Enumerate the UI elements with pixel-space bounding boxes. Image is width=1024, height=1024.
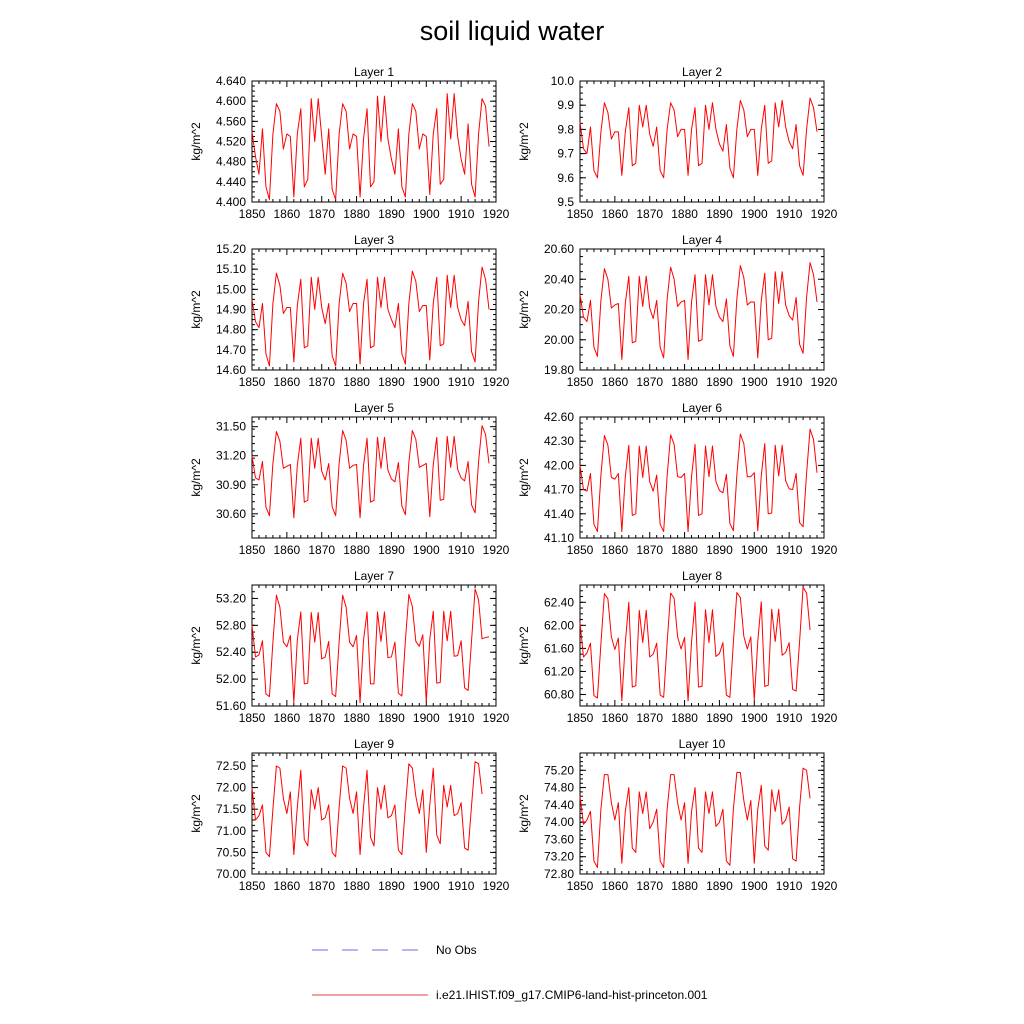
layer-1-plot-frame bbox=[252, 81, 496, 202]
layer-8-panel bbox=[517, 569, 838, 725]
layer-9-xtick-label: 1880 bbox=[343, 879, 370, 893]
layer-9-ytick-label: 72.50 bbox=[215, 758, 246, 773]
layer-9-plot-frame bbox=[252, 753, 496, 874]
layer-3-xtick-label: 1920 bbox=[482, 375, 510, 389]
layer-3-title: Layer 3 bbox=[353, 233, 395, 247]
layer-1-xtick-label: 1920 bbox=[482, 207, 510, 221]
layer-2-ylabel: kg/m^2 bbox=[517, 122, 531, 161]
layer-8-ylabel: kg/m^2 bbox=[517, 626, 531, 665]
layer-4-panel bbox=[517, 233, 838, 389]
layer-2-xtick-label: 1900 bbox=[740, 207, 768, 221]
layer-1-ytick-label: 4.600 bbox=[215, 94, 246, 109]
layer-3-xtick-label: 1860 bbox=[273, 375, 301, 389]
layer-1-xtick-label: 1900 bbox=[412, 207, 440, 221]
layer-3-ytick-label: 14.70 bbox=[215, 342, 246, 357]
layer-6-ytick-label: 42.00 bbox=[543, 458, 574, 473]
layer-10-ytick-label: 75.20 bbox=[543, 763, 574, 778]
layer-10-series-line bbox=[580, 768, 810, 867]
layer-10-xtick-label: 1880 bbox=[671, 879, 698, 893]
layer-7-ytick-label: 51.60 bbox=[215, 699, 246, 713]
layer-9-xtick-label: 1910 bbox=[447, 879, 475, 893]
layer-5-ytick-label: 30.60 bbox=[215, 506, 246, 521]
layer-6-xtick-label: 1890 bbox=[706, 543, 733, 557]
layer-1-series-line bbox=[252, 94, 489, 200]
legend-label-model: i.e21.IHIST.f09_g17.CMIP6-land-hist-princeton.001 bbox=[436, 988, 708, 1002]
layer-6-ytick-label: 41.10 bbox=[543, 531, 574, 545]
layer-4-ytick-label: 20.60 bbox=[543, 242, 574, 256]
panels-grid bbox=[189, 65, 838, 893]
layer-8-ytick-label: 62.00 bbox=[543, 618, 574, 633]
layer-10-xtick-label: 1910 bbox=[775, 879, 803, 893]
layer-3-xtick-label: 1850 bbox=[238, 375, 266, 389]
layer-5-xtick-label: 1910 bbox=[447, 543, 475, 557]
layer-2-xtick-label: 1870 bbox=[636, 207, 664, 221]
layer-4-xtick-label: 1860 bbox=[601, 375, 629, 389]
layer-9-xtick-label: 1890 bbox=[378, 879, 405, 893]
layer-10-xtick-label: 1890 bbox=[706, 879, 733, 893]
layer-1-panel bbox=[189, 65, 510, 221]
layer-5-panel bbox=[189, 401, 510, 557]
layer-5-xtick-label: 1900 bbox=[412, 543, 440, 557]
layer-6-panel bbox=[517, 401, 838, 557]
layer-9-xtick-label: 1870 bbox=[308, 879, 336, 893]
layer-6-xtick-label: 1910 bbox=[775, 543, 803, 557]
layer-6-ytick-label: 41.40 bbox=[543, 506, 574, 521]
layer-5-xtick-label: 1870 bbox=[308, 543, 336, 557]
layer-2-ytick-label: 10.0 bbox=[550, 74, 574, 88]
layer-8-ytick-label: 60.80 bbox=[543, 687, 574, 702]
layer-2-plot-frame bbox=[580, 81, 824, 202]
layer-4-xtick-label: 1890 bbox=[706, 375, 733, 389]
layer-1-ytick-label: 4.640 bbox=[215, 74, 246, 88]
layer-3-ytick-label: 14.80 bbox=[215, 322, 246, 337]
layer-9-xtick-label: 1850 bbox=[238, 879, 266, 893]
layer-7-xtick-label: 1860 bbox=[273, 711, 301, 725]
layer-9-ytick-label: 72.00 bbox=[215, 780, 246, 795]
layer-3-xtick-label: 1880 bbox=[343, 375, 370, 389]
layer-4-title: Layer 4 bbox=[681, 233, 723, 247]
layer-5-xtick-label: 1850 bbox=[238, 543, 266, 557]
layer-4-xtick-label: 1920 bbox=[810, 375, 838, 389]
layer-9-title: Layer 9 bbox=[353, 737, 395, 751]
legend-label-no-obs: No Obs bbox=[436, 943, 477, 957]
layer-6-xtick-label: 1860 bbox=[601, 543, 629, 557]
layer-8-xtick-label: 1920 bbox=[810, 711, 838, 725]
layer-1-ytick-label: 4.440 bbox=[215, 174, 246, 189]
layer-7-title: Layer 7 bbox=[353, 569, 395, 583]
layer-8-plot-frame bbox=[580, 585, 824, 706]
layer-1-title: Layer 1 bbox=[353, 65, 395, 79]
layer-8-series-line bbox=[580, 587, 810, 701]
layer-6-series-line bbox=[580, 429, 817, 531]
layer-4-series-line bbox=[580, 263, 817, 360]
layer-4-xtick-label: 1850 bbox=[566, 375, 594, 389]
layer-10-title: Layer 10 bbox=[678, 737, 726, 751]
layer-8-ytick-label: 61.20 bbox=[543, 664, 574, 679]
layer-7-xtick-label: 1850 bbox=[238, 711, 266, 725]
layer-5-xtick-label: 1880 bbox=[343, 543, 370, 557]
layer-3-ytick-label: 15.20 bbox=[215, 242, 246, 256]
layer-10-ytick-label: 74.40 bbox=[543, 797, 574, 812]
layer-4-ytick-label: 19.80 bbox=[543, 363, 574, 377]
layer-3-xtick-label: 1890 bbox=[378, 375, 405, 389]
layer-6-ylabel: kg/m^2 bbox=[517, 458, 531, 497]
layer-6-xtick-label: 1870 bbox=[636, 543, 664, 557]
layer-8-xtick-label: 1850 bbox=[566, 711, 594, 725]
layer-10-ytick-label: 73.20 bbox=[543, 849, 574, 864]
layer-3-plot-frame bbox=[252, 249, 496, 370]
layer-9-ylabel: kg/m^2 bbox=[189, 794, 203, 833]
layer-6-xtick-label: 1850 bbox=[566, 543, 594, 557]
layer-6-title: Layer 6 bbox=[681, 401, 723, 415]
layer-10-ytick-label: 73.60 bbox=[543, 832, 574, 847]
layer-2-xtick-label: 1860 bbox=[601, 207, 629, 221]
layer-5-title: Layer 5 bbox=[353, 401, 395, 415]
layer-2-ytick-label: 9.9 bbox=[557, 98, 574, 113]
layer-3-xtick-label: 1900 bbox=[412, 375, 440, 389]
layer-1-xtick-label: 1850 bbox=[238, 207, 266, 221]
layer-8-xtick-label: 1900 bbox=[740, 711, 768, 725]
layer-5-ytick-label: 31.50 bbox=[215, 419, 246, 434]
layer-7-plot-frame bbox=[252, 585, 496, 706]
layer-1-ytick-label: 4.400 bbox=[215, 195, 246, 209]
layer-9-ytick-label: 70.00 bbox=[215, 867, 246, 881]
layer-2-xtick-label: 1920 bbox=[810, 207, 838, 221]
layer-9-ytick-label: 70.50 bbox=[215, 845, 246, 860]
layer-1-ytick-label: 4.560 bbox=[215, 114, 246, 129]
layer-7-ytick-label: 53.20 bbox=[215, 591, 246, 606]
layer-2-ytick-label: 9.7 bbox=[557, 146, 574, 161]
layer-10-ylabel: kg/m^2 bbox=[517, 794, 531, 833]
layer-3-xtick-label: 1870 bbox=[308, 375, 336, 389]
layer-4-xtick-label: 1910 bbox=[775, 375, 803, 389]
layer-3-ylabel: kg/m^2 bbox=[189, 290, 203, 329]
layer-8-ytick-label: 61.60 bbox=[543, 641, 574, 656]
layer-5-ytick-label: 30.90 bbox=[215, 477, 246, 492]
layer-7-ytick-label: 52.00 bbox=[215, 672, 246, 687]
layer-2-ytick-label: 9.5 bbox=[557, 195, 574, 209]
layer-6-ytick-label: 42.30 bbox=[543, 434, 574, 449]
layer-9-ytick-label: 71.50 bbox=[215, 802, 246, 817]
layer-1-xtick-label: 1890 bbox=[378, 207, 405, 221]
layer-7-xtick-label: 1920 bbox=[482, 711, 510, 725]
layer-6-xtick-label: 1880 bbox=[671, 543, 698, 557]
layer-7-ylabel: kg/m^2 bbox=[189, 626, 203, 665]
layer-4-xtick-label: 1880 bbox=[671, 375, 698, 389]
layer-1-xtick-label: 1880 bbox=[343, 207, 370, 221]
layer-3-ytick-label: 14.90 bbox=[215, 302, 246, 317]
layer-1-ytick-label: 4.480 bbox=[215, 154, 246, 169]
layer-4-ytick-label: 20.40 bbox=[543, 272, 574, 287]
layer-2-ytick-label: 9.6 bbox=[557, 170, 574, 185]
layer-10-panel bbox=[517, 737, 838, 893]
layer-1-xtick-label: 1860 bbox=[273, 207, 301, 221]
layer-2-series-line bbox=[580, 98, 817, 178]
layer-7-xtick-label: 1900 bbox=[412, 711, 440, 725]
layer-9-panel bbox=[189, 737, 510, 893]
layer-3-ytick-label: 14.60 bbox=[215, 363, 246, 377]
layer-7-ytick-label: 52.80 bbox=[215, 618, 246, 633]
layer-5-plot-frame bbox=[252, 417, 496, 538]
layer-10-ytick-label: 74.00 bbox=[543, 815, 574, 830]
layer-5-ylabel: kg/m^2 bbox=[189, 458, 203, 497]
layer-4-ytick-label: 20.00 bbox=[543, 332, 574, 347]
layer-1-xtick-label: 1870 bbox=[308, 207, 336, 221]
layer-10-xtick-label: 1900 bbox=[740, 879, 768, 893]
layer-6-plot-frame bbox=[580, 417, 824, 538]
layer-6-ytick-label: 41.70 bbox=[543, 482, 574, 497]
legend bbox=[312, 943, 708, 1002]
layer-10-xtick-label: 1850 bbox=[566, 879, 594, 893]
layer-4-ytick-label: 20.20 bbox=[543, 302, 574, 317]
layer-2-xtick-label: 1850 bbox=[566, 207, 594, 221]
layer-7-xtick-label: 1910 bbox=[447, 711, 475, 725]
layer-9-ytick-label: 71.00 bbox=[215, 823, 246, 838]
layer-2-xtick-label: 1880 bbox=[671, 207, 698, 221]
layer-10-xtick-label: 1870 bbox=[636, 879, 664, 893]
layer-2-xtick-label: 1890 bbox=[706, 207, 733, 221]
layer-8-title: Layer 8 bbox=[681, 569, 723, 583]
layer-5-xtick-label: 1860 bbox=[273, 543, 301, 557]
layer-7-xtick-label: 1880 bbox=[343, 711, 370, 725]
layer-7-xtick-label: 1870 bbox=[308, 711, 336, 725]
layer-7-series-line bbox=[252, 589, 489, 703]
layer-10-ytick-label: 74.80 bbox=[543, 780, 574, 795]
layer-8-ytick-label: 62.40 bbox=[543, 595, 574, 610]
layer-2-xtick-label: 1910 bbox=[775, 207, 803, 221]
layer-8-xtick-label: 1860 bbox=[601, 711, 629, 725]
layer-6-xtick-label: 1900 bbox=[740, 543, 768, 557]
layer-3-ytick-label: 15.10 bbox=[215, 262, 246, 277]
layer-6-xtick-label: 1920 bbox=[810, 543, 838, 557]
layer-3-panel bbox=[189, 233, 510, 389]
layer-3-ytick-label: 15.00 bbox=[215, 282, 246, 297]
layer-7-ytick-label: 52.40 bbox=[215, 645, 246, 660]
layer-8-xtick-label: 1870 bbox=[636, 711, 664, 725]
layer-4-ylabel: kg/m^2 bbox=[517, 290, 531, 329]
layer-4-xtick-label: 1870 bbox=[636, 375, 664, 389]
layer-2-panel bbox=[517, 65, 838, 221]
layer-1-ytick-label: 4.520 bbox=[215, 134, 246, 149]
layer-5-xtick-label: 1890 bbox=[378, 543, 405, 557]
layer-10-xtick-label: 1920 bbox=[810, 879, 838, 893]
layer-7-panel bbox=[189, 569, 510, 725]
layer-6-ytick-label: 42.60 bbox=[543, 410, 574, 424]
layer-2-title: Layer 2 bbox=[681, 65, 723, 79]
layer-4-xtick-label: 1900 bbox=[740, 375, 768, 389]
layer-9-xtick-label: 1860 bbox=[273, 879, 301, 893]
layer-5-ytick-label: 31.20 bbox=[215, 448, 246, 463]
layer-3-xtick-label: 1910 bbox=[447, 375, 475, 389]
layer-8-xtick-label: 1910 bbox=[775, 711, 803, 725]
layer-10-ytick-label: 72.80 bbox=[543, 867, 574, 881]
layer-9-xtick-label: 1900 bbox=[412, 879, 440, 893]
layer-1-xtick-label: 1910 bbox=[447, 207, 475, 221]
layer-8-xtick-label: 1880 bbox=[671, 711, 698, 725]
layer-7-xtick-label: 1890 bbox=[378, 711, 405, 725]
layer-10-xtick-label: 1860 bbox=[601, 879, 629, 893]
layer-9-xtick-label: 1920 bbox=[482, 879, 510, 893]
layer-3-series-line bbox=[252, 267, 489, 366]
layer-1-ylabel: kg/m^2 bbox=[189, 122, 203, 161]
figure-title: soil liquid water bbox=[419, 16, 605, 46]
layer-2-ytick-label: 9.8 bbox=[557, 122, 574, 137]
layer-9-series-line bbox=[252, 762, 482, 857]
layer-5-xtick-label: 1920 bbox=[482, 543, 510, 557]
layer-5-series-line bbox=[252, 426, 489, 518]
layer-8-xtick-label: 1890 bbox=[706, 711, 733, 725]
